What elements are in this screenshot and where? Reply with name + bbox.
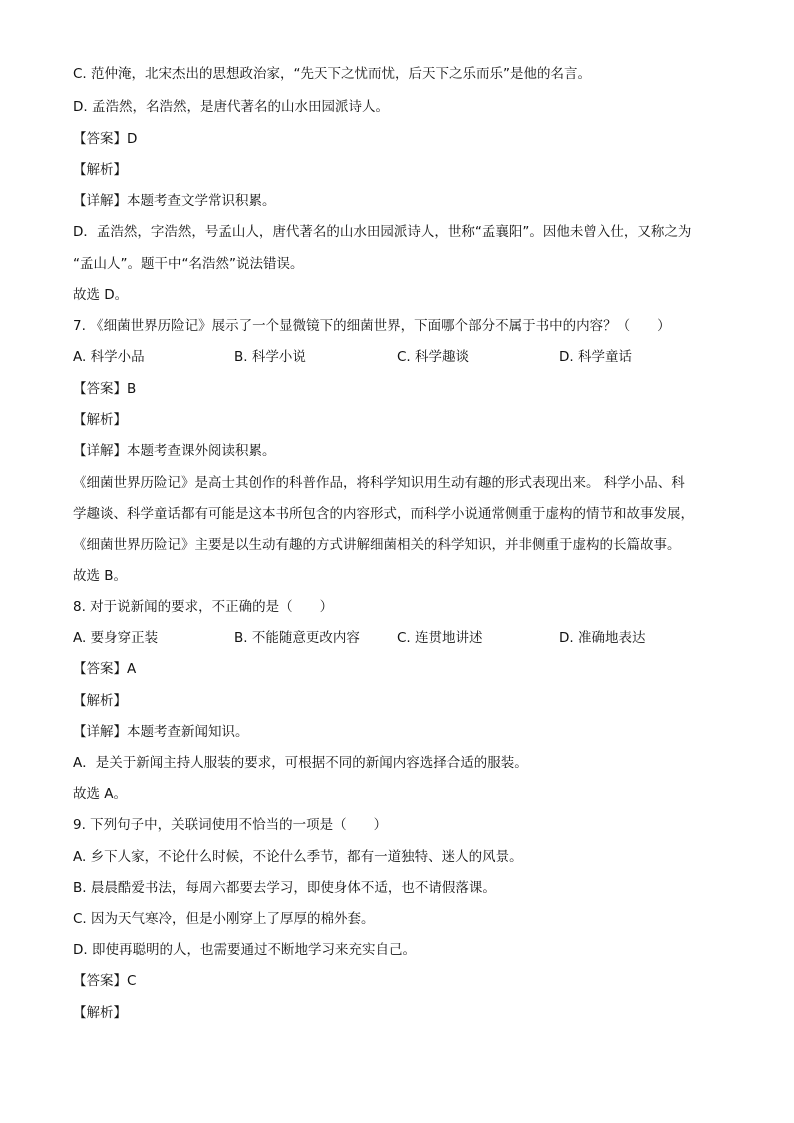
detail-text: A．是关于新闻主持人服装的要求，可根据不同的新闻内容选择合适的服装。 bbox=[73, 755, 528, 771]
q7-option-b: B. 科学小说 bbox=[234, 349, 306, 365]
answer-label: 【答案】C bbox=[73, 973, 137, 989]
analysis-label: 【解析】 bbox=[73, 162, 127, 178]
q9-option-b: B. 晨晨酷爱书法，每周六都要去学习，即使身体不适，也不请假落课。 bbox=[73, 880, 496, 896]
detail-text: 《细菌世界历险记》主要是以生动有趣的方式讲解细菌相关的科学知识，并非侧重于虚构的长篇故事。 bbox=[73, 537, 681, 553]
analysis-label: 【解析】 bbox=[73, 412, 127, 428]
detail-text: 【详解】本题考查文学常识积累。 bbox=[73, 193, 276, 209]
detail-text: “孟山人”。题干中“名浩然”说法错误。 bbox=[73, 256, 304, 272]
answer-label: 【答案】A bbox=[73, 661, 137, 677]
q9-option-c: C. 因为天气寒冷，但是小刚穿上了厚厚的棉外套。 bbox=[73, 911, 375, 927]
detail-text: 学趣谈、科学童话都有可能是这本书所包含的内容形式，而科学小说通常侧重于虚构的情节和故事发展， bbox=[73, 506, 694, 522]
analysis-label: 【解析】 bbox=[73, 693, 127, 709]
q7-option-a: A. 科学小品 bbox=[73, 349, 145, 365]
q7-option-d: D. 科学童话 bbox=[559, 349, 632, 365]
answer-label: 【答案】B bbox=[73, 381, 137, 397]
question-8: 8. 对于说新闻的要求，不正确的是（ ） bbox=[73, 599, 334, 615]
detail-text: D．孟浩然，字浩然，号孟山人，唐代著名的山水田园派诗人，世称“孟襄阳”。因他未曾入仕，又称之为 bbox=[73, 224, 692, 240]
question-7: 7. 《细菌世界历险记》展示了一个显微镜下的细菌世界，下面哪个部分不属于书中的内容？（ ） bbox=[73, 318, 671, 334]
q9-option-d: D. 即使再聪明的人，也需要通过不断地学习来充实自己。 bbox=[73, 942, 416, 958]
q8-option-d: D. 准确地表达 bbox=[559, 630, 646, 646]
answer-label: 【答案】D bbox=[73, 131, 138, 147]
question-9: 9. 下列句子中，关联词使用不恰当的一项是（ ） bbox=[73, 817, 388, 833]
q7-option-c: C. 科学趣谈 bbox=[397, 349, 470, 365]
q8-option-c: C. 连贯地讲述 bbox=[397, 630, 483, 646]
detail-text: 【详解】本题考查新闻知识。 bbox=[73, 724, 249, 740]
detail-text: 《细菌世界历险记》是高士其创作的科普作品，将科学知识用生动有趣的形式表现出来。 科学小品、科 bbox=[73, 475, 685, 491]
q9-option-a: A. 乡下人家，不论什么时候，不论什么季节，都有一道独特、迷人的风景。 bbox=[73, 849, 523, 865]
conclusion-text: 故选 D。 bbox=[73, 287, 129, 303]
conclusion-text: 故选 A。 bbox=[73, 786, 128, 802]
conclusion-text: 故选 B。 bbox=[73, 568, 128, 584]
option-c-text: C. 范仲淹，北宋杰出的思想政治家，“先天下之忧而忧，后天下之乐而乐”是他的名言。 bbox=[73, 66, 591, 82]
detail-text: 【详解】本题考查课外阅读积累。 bbox=[73, 443, 276, 459]
q8-option-b: B. 不能随意更改内容 bbox=[234, 630, 360, 646]
analysis-label: 【解析】 bbox=[73, 1005, 127, 1021]
option-d-text: D. 孟浩然，名浩然，是唐代著名的山水田园派诗人。 bbox=[73, 99, 389, 115]
q8-option-a: A. 要身穿正装 bbox=[73, 630, 159, 646]
